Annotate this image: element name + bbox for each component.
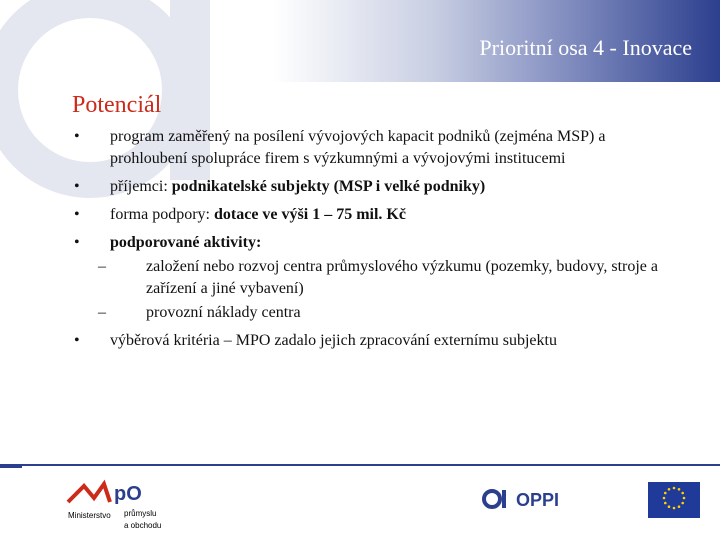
oppi-logo-text: OPPI bbox=[516, 490, 560, 510]
bullet-prefix: příjemci: bbox=[110, 178, 172, 195]
dash-icon: – bbox=[98, 304, 106, 321]
bullet-item bbox=[74, 330, 684, 352]
bullet-item bbox=[74, 204, 684, 226]
oppi-logo bbox=[482, 484, 588, 514]
bullet-bold: dotace ve výši 1 – 75 mil. Kč bbox=[213, 206, 406, 223]
bullet-text: výběrová kritéria – MPO zadalo jejich zpracování externímu subjektu bbox=[110, 332, 557, 349]
sub-item-text: provozní náklady centra bbox=[146, 304, 301, 321]
bullet-icon: • bbox=[74, 332, 80, 349]
sub-item bbox=[98, 256, 684, 300]
sub-item bbox=[98, 302, 684, 324]
sub-item-text: založení nebo rozvoj centra průmyslového výzkumu (pozemky, budovy, stroje a zařízení a jiné vybavení) bbox=[146, 258, 658, 297]
mpo-line-3: a obchodu bbox=[124, 521, 162, 530]
bullet-icon: • bbox=[74, 206, 80, 223]
bullet-item bbox=[74, 126, 684, 170]
svg-text:pO: pO bbox=[114, 483, 142, 505]
bullet-bold: podporované aktivity: bbox=[110, 234, 262, 251]
bullet-item bbox=[74, 176, 684, 198]
footer-divider bbox=[0, 464, 720, 466]
bullet-icon: • bbox=[74, 178, 80, 195]
section-title: Potenciál bbox=[72, 92, 162, 118]
header-banner bbox=[0, 0, 720, 82]
bullet-icon: • bbox=[74, 234, 80, 251]
mpo-line-2: průmyslu bbox=[124, 509, 157, 518]
bullet-bold: podnikatelské subjekty (MSP i velké podniky) bbox=[171, 178, 486, 195]
bullet-prefix: forma podpory: bbox=[110, 206, 214, 223]
bullet-list bbox=[74, 126, 684, 358]
bullet-item bbox=[74, 232, 684, 324]
page-title: Prioritní osa 4 - Inovace bbox=[479, 35, 692, 60]
bullet-icon: • bbox=[74, 128, 80, 145]
mpo-line-1: Ministerstvo bbox=[68, 511, 111, 520]
footer-accent bbox=[0, 464, 22, 468]
bullet-text: program zaměřený na posílení vývojových kapacit podniků (zejména MSP) a prohloubení spolupráce firem s výzkumnými a vývojovými institucemi bbox=[110, 128, 606, 167]
mpo-logo bbox=[64, 478, 184, 532]
eu-flag-icon bbox=[648, 482, 700, 518]
dash-icon: – bbox=[98, 258, 106, 275]
